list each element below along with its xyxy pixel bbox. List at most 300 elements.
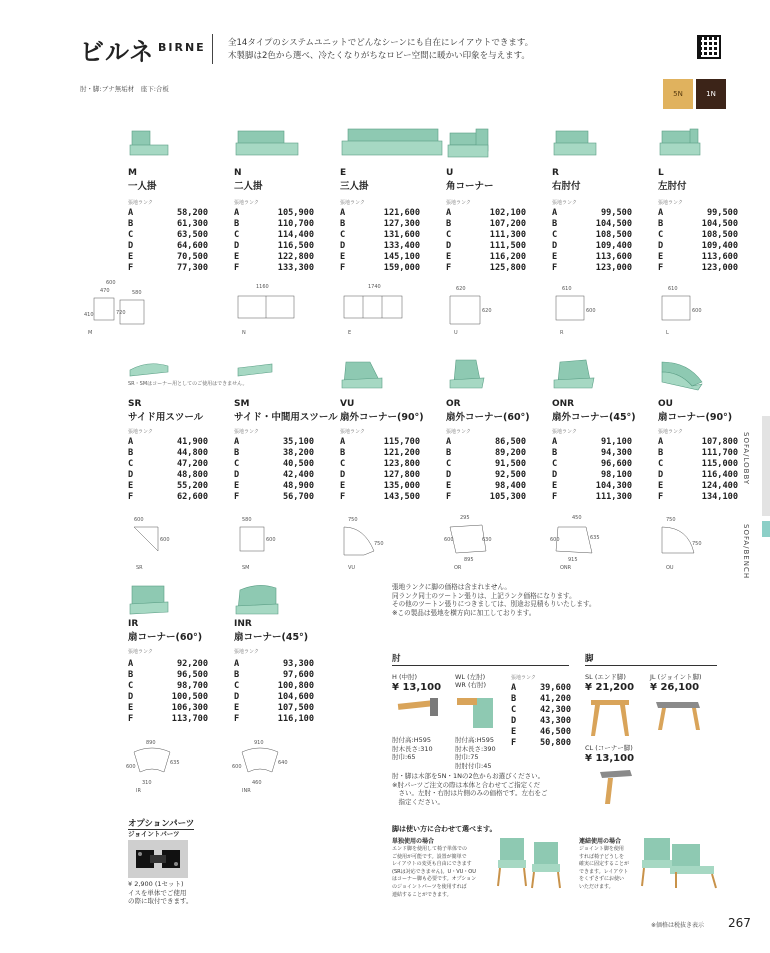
options-text (128, 880, 192, 906)
price-value: 99,500 (600, 208, 632, 218)
price-value: 91,100 (600, 437, 632, 447)
arm-heading: 肘 (392, 654, 401, 664)
unit-code: VU (340, 399, 355, 409)
price-list (340, 437, 420, 503)
rank-letter: B (128, 670, 134, 680)
price-row (446, 470, 526, 481)
price-row (511, 683, 571, 694)
price-row (128, 670, 208, 681)
options-price: ¥ 2,900 (1セット) (128, 880, 184, 888)
unit-name: 扇外コーナー(60°) (446, 412, 530, 423)
price-value: 114,400 (277, 230, 314, 240)
price-row (234, 437, 314, 448)
price-row (552, 437, 632, 448)
plan-dimension: 600 (106, 280, 116, 286)
price-list (552, 208, 632, 274)
rank-letter: B (658, 219, 664, 229)
leg-cl-image (596, 768, 636, 808)
rank-header: 張地ランク (234, 429, 259, 435)
price-row (128, 492, 208, 503)
price-row (128, 219, 208, 230)
stool-note: SR・SMはコーナー用としてのご使用はできません。 (128, 381, 248, 387)
price-row (658, 437, 738, 448)
spec-line: 肘巾:75 (455, 753, 479, 761)
rank-letter: B (446, 219, 452, 229)
rank-letter: F (234, 263, 240, 273)
price-row (658, 252, 738, 263)
price-value: 133,400 (383, 241, 420, 251)
price-row (340, 470, 420, 481)
rank-letter: F (552, 492, 558, 502)
plan-dimension: 750 (666, 517, 676, 523)
swatch-5n: 5N (663, 79, 693, 109)
plan-dimension: 895 (464, 557, 474, 563)
plan-dimension: 630 (482, 537, 492, 543)
price-value: 116,400 (701, 470, 738, 480)
price-row (446, 437, 526, 448)
price-row (234, 252, 314, 263)
usage-line: ご使用が可能です。設置が簡単で (392, 853, 467, 860)
usage-line: をくずさずにお使い (579, 876, 625, 883)
joint-title: 連結使用の場合 (579, 838, 622, 845)
unit-code: U (446, 168, 454, 178)
plan-label: OR (454, 565, 462, 571)
price-row (552, 241, 632, 252)
price-value: 116,500 (277, 241, 314, 251)
price-value: 100,500 (171, 692, 208, 702)
price-row (234, 492, 314, 503)
arm-rank-header: 張地ランク (511, 675, 536, 681)
plan-dimension: 1160 (256, 284, 269, 290)
side-tab-bench[interactable] (762, 521, 770, 537)
price-value: 143,500 (383, 492, 420, 502)
price-value: 70,500 (176, 252, 208, 262)
plan-dimension: 600 (266, 537, 276, 543)
rank-letter: B (234, 219, 240, 229)
price-value: 133,300 (277, 263, 314, 273)
price-value: 86,500 (494, 437, 526, 447)
plan-dimension: 295 (460, 515, 470, 521)
price-row (234, 448, 314, 459)
rank-letter: C (128, 230, 134, 240)
leg-cl-label: CL (コーナー脚) (585, 744, 633, 752)
price-value: 135,000 (383, 481, 420, 491)
plan-drawing-r (552, 280, 618, 336)
options-sub: ジョイントパーツ (128, 830, 180, 838)
price-row (128, 681, 208, 692)
price-value: 102,100 (489, 208, 526, 218)
price-row (234, 703, 314, 714)
rank-letter: A (446, 208, 452, 218)
usage-line: 連結することができます。 (392, 891, 452, 898)
price-row (446, 252, 526, 263)
price-row (658, 208, 738, 219)
price-value: 92,200 (176, 659, 208, 669)
price-row (234, 470, 314, 481)
price-value: 116,100 (277, 714, 314, 724)
price-value: 125,800 (489, 263, 526, 273)
fabric-notes (392, 583, 596, 617)
rank-letter: F (446, 492, 452, 502)
price-value: 121,600 (383, 208, 420, 218)
qr-code-icon[interactable] (697, 35, 721, 59)
plan-dimension: 600 (550, 537, 560, 543)
price-value: 159,000 (383, 263, 420, 273)
rank-letter: D (234, 692, 240, 702)
rank-header: 張地ランク (128, 649, 153, 655)
price-row (128, 252, 208, 263)
plan-label: R (560, 330, 564, 336)
price-value: 35,100 (282, 437, 314, 447)
price-value: 108,500 (595, 230, 632, 240)
plan-dimension: 635 (170, 760, 180, 766)
price-value: 122,800 (277, 252, 314, 262)
price-value: 94,300 (600, 448, 632, 458)
single-title: 単独使用の場合 (392, 838, 435, 845)
rank-letter: C (128, 459, 134, 469)
plan-dimension: 640 (278, 760, 288, 766)
plan-dimension: 600 (232, 764, 242, 770)
rank-letter: D (552, 470, 558, 480)
unit-code: R (552, 168, 559, 178)
rank-letter: A (511, 683, 517, 693)
rank-letter: A (340, 437, 346, 447)
unit-image-ir (128, 582, 174, 616)
price-value: 38,200 (282, 448, 314, 458)
rank-letter: D (658, 241, 664, 251)
price-list (340, 208, 420, 274)
rank-letter: E (552, 252, 558, 262)
unit-name: 扇外コーナー(45°) (552, 412, 636, 423)
price-value: 96,500 (176, 670, 208, 680)
price-value: 47,200 (176, 459, 208, 469)
rank-letter: C (446, 230, 452, 240)
price-list (446, 437, 526, 503)
price-row (552, 481, 632, 492)
usage-line: (SRは対応できません)。U・VU・OU (392, 868, 476, 875)
price-row (234, 659, 314, 670)
price-value: 127,300 (383, 219, 420, 229)
leg-jl-label: JL (ジョイント脚) (650, 673, 702, 681)
rank-letter: A (234, 437, 240, 447)
plan-dimension: 620 (456, 286, 466, 292)
price-value: 39,600 (539, 683, 571, 693)
price-value: 116,200 (489, 252, 526, 262)
unit-image-inr (234, 582, 280, 616)
price-value: 111,700 (701, 448, 738, 458)
rank-letter: E (128, 481, 134, 491)
arm-h-specs (392, 736, 433, 762)
plan-dimension: 580 (242, 517, 252, 523)
price-value: 104,300 (595, 481, 632, 491)
usage-line: すれば椅子どうしを (579, 853, 625, 860)
unit-image-or (446, 358, 492, 392)
unit-image-ou (658, 358, 704, 392)
unit-name: 三人掛 (340, 181, 369, 192)
price-value: 41,900 (176, 437, 208, 447)
price-row (658, 481, 738, 492)
rank-letter: A (658, 437, 664, 447)
unit-image-l (658, 127, 704, 161)
plan-dimension: 600 (160, 537, 170, 543)
price-value: 104,600 (277, 692, 314, 702)
rank-letter: C (658, 230, 664, 240)
plan-label: ONR (560, 565, 572, 571)
plan-dimension: 600 (586, 308, 596, 314)
plan-dimension: 580 (132, 290, 142, 296)
price-value: 106,300 (171, 703, 208, 713)
price-value: 48,900 (282, 481, 314, 491)
price-value: 62,600 (176, 492, 208, 502)
plan-dimension: 915 (568, 557, 578, 563)
plan-label: U (454, 330, 458, 336)
rank-letter: C (234, 681, 240, 691)
rank-letter: F (128, 263, 134, 273)
price-row (340, 263, 420, 274)
single-lines (392, 846, 476, 899)
side-tab-lobby-label: SOFA/LOBBY (742, 432, 750, 486)
arm-h-image (396, 696, 444, 718)
price-value: 123,800 (383, 459, 420, 469)
price-value: 115,000 (701, 459, 738, 469)
price-row (511, 694, 571, 705)
rank-letter: D (658, 470, 664, 480)
price-value: 98,400 (494, 481, 526, 491)
price-value: 50,800 (539, 738, 571, 748)
rank-letter: D (511, 716, 517, 726)
price-row (234, 263, 314, 274)
price-row (446, 230, 526, 241)
rank-header: 張地ランク (234, 649, 259, 655)
rank-letter: E (234, 481, 240, 491)
rank-letter: A (128, 659, 134, 669)
rank-letter: B (552, 448, 558, 458)
price-row (128, 481, 208, 492)
price-value: 111,300 (489, 230, 526, 240)
rank-letter: F (511, 738, 517, 748)
unit-code: OU (658, 399, 673, 409)
rank-letter: E (446, 481, 452, 491)
price-row (658, 241, 738, 252)
unit-name: 角コーナー (446, 181, 494, 192)
page-title: ビルネ (80, 38, 155, 66)
unit-image-r (552, 127, 598, 161)
arm-h-price: ¥ 13,100 (392, 682, 442, 693)
unit-name: 扇コーナー(45°) (234, 632, 309, 643)
lead-line-1: 全14タイプのシステムユニットでどんなシーンにも自在にレイアウトできます。 (228, 38, 534, 48)
price-row (128, 437, 208, 448)
price-row (658, 448, 738, 459)
price-row (340, 241, 420, 252)
rank-header: 張地ランク (446, 429, 471, 435)
unit-code: OR (446, 399, 461, 409)
price-row (340, 437, 420, 448)
price-row (128, 692, 208, 703)
price-value: 111,300 (595, 492, 632, 502)
unit-image-onr (552, 358, 598, 392)
arm-note: 肘・脚は木部を5N・1Nの2色からお選びください。 (392, 772, 545, 780)
lead-line-2: 木製脚は2色から選べ、冷たくなりがちなロビー空間に暖かい印象を与えます。 (228, 51, 530, 61)
plan-dimension: 750 (692, 541, 702, 547)
plan-drawing-sm (234, 515, 300, 571)
arm-h-label: H (中肘) (392, 673, 418, 681)
price-row (128, 448, 208, 459)
price-row (234, 219, 314, 230)
price-row (234, 681, 314, 692)
plan-label: OU (666, 565, 674, 571)
fabric-note: 同ランク同士のツートン張りは、上記ランク価格になります。 (392, 591, 576, 600)
price-value: 109,400 (595, 241, 632, 251)
arm-w-label2: WR (右肘) (455, 681, 487, 689)
price-value: 42,300 (539, 705, 571, 715)
leg-jl-price: ¥ 26,100 (650, 682, 700, 693)
price-value: 113,600 (595, 252, 632, 262)
rank-letter: D (128, 470, 134, 480)
price-value: 97,600 (282, 670, 314, 680)
plan-drawing-vu (340, 515, 406, 571)
rank-letter: E (128, 252, 134, 262)
price-row (658, 219, 738, 230)
unit-code: ONR (552, 399, 575, 409)
rank-header: 張地ランク (128, 200, 153, 206)
rank-letter: C (552, 230, 558, 240)
legs-rule (585, 665, 717, 666)
price-value: 98,100 (600, 470, 632, 480)
rank-header: 張地ランク (446, 200, 471, 206)
joint-lines (579, 846, 629, 892)
price-value: 91,500 (494, 459, 526, 469)
price-row (340, 448, 420, 459)
plan-label: E (348, 330, 352, 336)
plan-drawing-inr (234, 738, 300, 794)
price-row (234, 208, 314, 219)
rank-header: 張地ランク (128, 429, 153, 435)
rank-letter: A (234, 659, 240, 669)
price-row (234, 692, 314, 703)
unit-code: INR (234, 619, 252, 629)
rank-letter: B (446, 448, 452, 458)
plan-dimension: 750 (374, 541, 384, 547)
price-value: 105,900 (277, 208, 314, 218)
rank-letter: B (234, 670, 240, 680)
price-row (128, 230, 208, 241)
price-row (234, 459, 314, 470)
unit-image-e (340, 127, 444, 161)
leg-sl-price: ¥ 21,200 (585, 682, 635, 693)
rank-letter: B (658, 448, 664, 458)
spec-line: 肘付高:H595 (392, 736, 431, 744)
rank-letter: C (128, 681, 134, 691)
plan-label: M (88, 330, 93, 336)
price-row (446, 219, 526, 230)
rank-letter: F (128, 714, 134, 724)
rank-header: 張地ランク (658, 429, 683, 435)
usage-line: ジョイント脚を使用 (579, 846, 624, 852)
legs-heading: 脚 (585, 654, 594, 664)
price-row (340, 492, 420, 503)
price-row (128, 208, 208, 219)
price-row (446, 448, 526, 459)
usage-line: はコーナー脚も必要です。オプション (392, 876, 477, 883)
rank-letter: F (340, 263, 346, 273)
plan-dimension: 720 (116, 310, 126, 316)
price-value: 105,300 (489, 492, 526, 502)
price-row (128, 703, 208, 714)
rank-letter: D (340, 470, 346, 480)
plan-drawing-or (446, 515, 512, 571)
rank-letter: C (511, 705, 517, 715)
usage-line: 確実に固定することが (579, 861, 630, 868)
unit-code: M (128, 168, 137, 178)
rank-letter: C (552, 459, 558, 469)
price-list (446, 208, 526, 274)
arm-w-image (455, 694, 499, 730)
plan-drawing-u (446, 280, 512, 336)
plan-dimension: 600 (126, 764, 136, 770)
rank-letter: E (552, 481, 558, 491)
rank-header: 張地ランク (552, 429, 577, 435)
price-row (511, 727, 571, 738)
price-value: 109,400 (701, 241, 738, 251)
plan-dimension: 410 (84, 312, 94, 318)
price-value: 55,200 (176, 481, 208, 491)
rank-letter: A (128, 437, 134, 447)
plan-dimension: 610 (668, 286, 678, 292)
rank-letter: B (340, 448, 346, 458)
arm-note: さい。左肘・右肘は片側のみの価格です。左右をご (392, 789, 548, 797)
plan-dimension: 310 (142, 780, 152, 786)
plan-dimension: 470 (100, 288, 110, 294)
unit-code: SR (128, 399, 142, 409)
plan-label: INR (242, 788, 251, 794)
arm-note: 指定ください。 (392, 797, 444, 806)
price-row (552, 252, 632, 263)
rank-letter: A (128, 208, 134, 218)
price-value: 108,500 (701, 230, 738, 240)
price-row (511, 705, 571, 716)
price-row (552, 470, 632, 481)
price-value: 89,200 (494, 448, 526, 458)
price-value: 113,600 (701, 252, 738, 262)
arm-w-label: WL (左肘) (455, 673, 486, 681)
price-list (234, 437, 314, 503)
price-value: 98,700 (176, 681, 208, 691)
rank-header: 張地ランク (658, 200, 683, 206)
price-row (128, 459, 208, 470)
rank-letter: B (552, 219, 558, 229)
rank-letter: B (234, 448, 240, 458)
plan-label: N (242, 330, 246, 336)
price-row (658, 492, 738, 503)
price-row (446, 492, 526, 503)
arm-notes (392, 772, 547, 806)
rank-letter: B (511, 694, 517, 704)
rank-header: 張地ランク (552, 200, 577, 206)
unit-code: IR (128, 619, 139, 629)
price-list (234, 208, 314, 274)
swatch-1n: 1N (696, 79, 726, 109)
price-row (552, 219, 632, 230)
rank-letter: D (552, 241, 558, 251)
price-row (552, 448, 632, 459)
leg-cl-price: ¥ 13,100 (585, 753, 635, 764)
unit-image-n (234, 127, 300, 161)
price-value: 107,800 (701, 437, 738, 447)
price-list (128, 208, 208, 274)
price-row (658, 470, 738, 481)
unit-name: サイド・中間用スツール (234, 412, 338, 423)
side-tab-lobby[interactable] (762, 416, 770, 516)
